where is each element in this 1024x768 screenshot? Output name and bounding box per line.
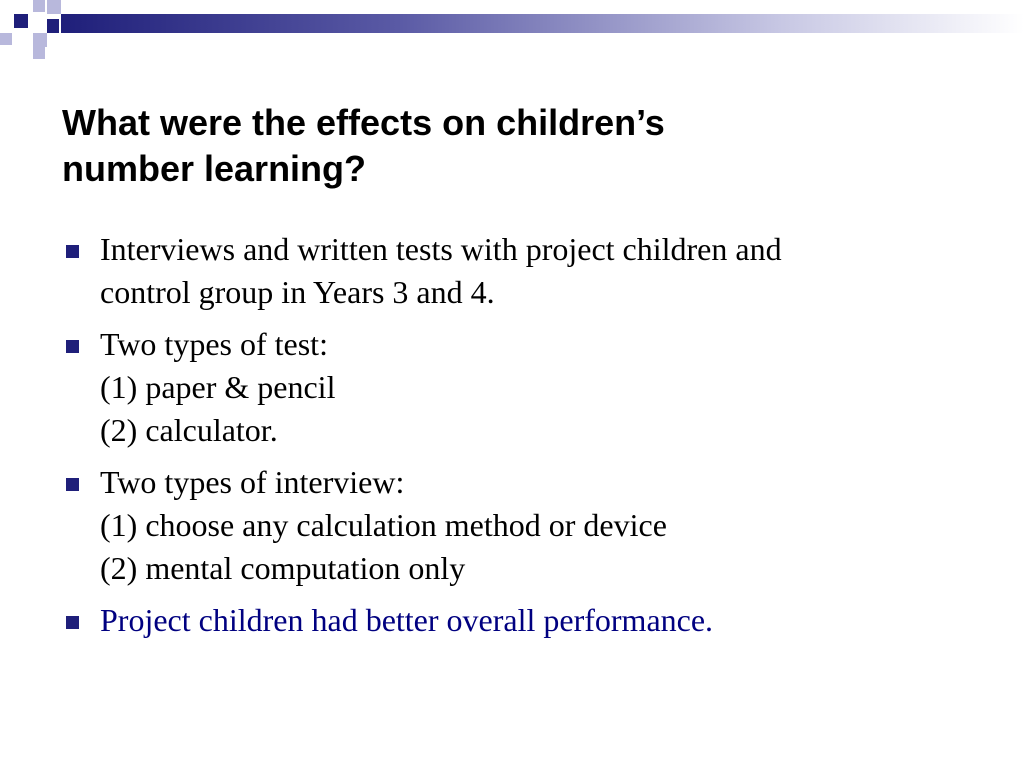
decorative-square: [19, 33, 31, 45]
slide-title-line: number learning?: [62, 148, 367, 189]
square-bullet-icon: [66, 245, 79, 258]
bullet-text: Interviews and written tests with project children and: [100, 231, 782, 267]
bullet-text: Two types of test:: [100, 326, 328, 362]
bullet-list: [62, 228, 982, 651]
bullet-text-highlight: Project children had better overall performance.: [100, 602, 714, 638]
slide-title: [62, 100, 982, 192]
decorative-square: [33, 47, 45, 59]
square-bullet-icon: [66, 478, 79, 491]
decorative-square: [33, 33, 47, 47]
decorative-square: [14, 14, 28, 28]
bullet-text: (1) paper & pencil: [100, 369, 336, 405]
bullet-item: [62, 461, 982, 590]
square-bullet-icon: [66, 340, 79, 353]
bullet-text: (2) mental computation only: [100, 550, 466, 586]
decorative-square: [47, 0, 61, 14]
slide-title-line: What were the effects on children’s: [62, 102, 665, 143]
header-gradient-bar: [61, 14, 1024, 33]
bullet-item: [62, 323, 982, 452]
bullet-item: [62, 228, 982, 314]
square-bullet-icon: [66, 616, 79, 629]
bullet-text: (1) choose any calculation method or device: [100, 507, 667, 543]
bullet-text: control group in Years 3 and 4.: [100, 274, 495, 310]
bullet-item: [62, 599, 982, 642]
decorative-square: [33, 0, 45, 12]
bullet-text: Two types of interview:: [100, 464, 405, 500]
decorative-square: [0, 33, 12, 45]
bullet-text: (2) calculator.: [100, 412, 278, 448]
decorative-square: [47, 19, 59, 33]
